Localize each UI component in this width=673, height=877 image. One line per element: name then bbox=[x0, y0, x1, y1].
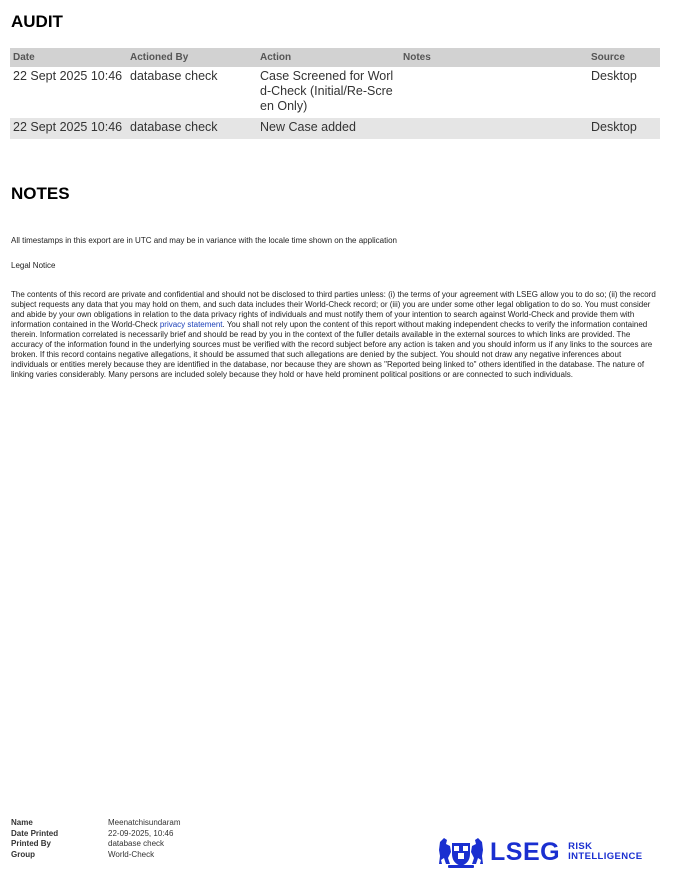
cell-action: New Case added bbox=[257, 118, 400, 139]
footer-label: Name bbox=[11, 818, 33, 827]
column-header-action: Action bbox=[257, 48, 400, 67]
cell-action: Case Screened for World-Check (Initial/Re-Screen Only) bbox=[260, 69, 394, 113]
footer-value: World-Check bbox=[108, 849, 155, 859]
footer-value: database check bbox=[108, 839, 165, 848]
audit-table bbox=[10, 48, 660, 139]
footer-row-printed-by bbox=[11, 839, 180, 850]
lseg-risk-intelligence-logo bbox=[438, 836, 643, 868]
cell-notes bbox=[400, 67, 588, 118]
legal-notice-heading: Legal Notice bbox=[11, 261, 56, 270]
cell-date: 22 Sept 2025 10:46 bbox=[10, 118, 127, 139]
privacy-statement-link[interactable]: privacy statement bbox=[159, 320, 223, 329]
logo-subtitle bbox=[568, 842, 642, 863]
footer-value: Meenatchisundaram bbox=[108, 818, 181, 827]
logo-subtitle-line1: RISK bbox=[568, 840, 593, 852]
legal-body-text-continued: . You shall not rely upon the content of this report without making independent checks to verify the information contained therein. Information correlated is necessarily brief and should be read by you in the context of the fuller details available in the external sources to which links are provided. The accuracy of the information found in the underlying sources must be verified with the record subject before any action is taken and you should inform us if any links to the sources are broken. If this record contains negative allegations, it should be assumed that such allegations are denied by the subject. You should not draw any negative inferences about individuals or entities merely because they are identified in the database, nor because they are shown as "Reported being linked to" others identified in the database. The nature of linking varies considerably. Many persons are included solely because they hold or have held prominent political positions or are connected to such individuals. bbox=[11, 320, 653, 379]
footer-row-group bbox=[11, 850, 180, 861]
footer-label: Group bbox=[11, 849, 35, 859]
cell-notes bbox=[400, 118, 588, 139]
footer-label: Printed By bbox=[11, 839, 52, 848]
audit-title: AUDIT bbox=[11, 12, 63, 31]
table-row bbox=[10, 67, 660, 118]
cell-source: Desktop bbox=[588, 118, 660, 139]
footer-label: Date Printed bbox=[11, 828, 59, 838]
crest-icon bbox=[438, 836, 484, 868]
column-header-source: Source bbox=[588, 48, 660, 67]
footer-row-date-printed bbox=[11, 829, 180, 840]
logo-wordmark: LSEG bbox=[490, 838, 561, 866]
cell-date: 22 Sept 2025 10:46 bbox=[13, 69, 123, 83]
column-header-notes: Notes bbox=[400, 48, 588, 67]
column-header-date: Date bbox=[10, 48, 127, 67]
logo-subtitle-line2: INTELLIGENCE bbox=[568, 851, 643, 862]
audit-header-row bbox=[10, 48, 660, 67]
table-row bbox=[10, 118, 660, 139]
notes-title: NOTES bbox=[11, 184, 70, 203]
footer-row-name bbox=[11, 818, 180, 829]
cell-actioned-by: database check bbox=[127, 118, 257, 139]
cell-source: Desktop bbox=[591, 69, 637, 83]
footer-value: 22-09-2025, 10:46 bbox=[108, 828, 174, 838]
column-header-actioned-by: Actioned By bbox=[127, 48, 257, 67]
utc-note: All timestamps in this export are in UTC and may be in variance with the locale time shown on the application bbox=[11, 236, 397, 245]
legal-notice-body bbox=[11, 290, 659, 380]
legal-body-text: The contents of this record are private and confidential and should not be disclosed to third parties unless: (i) the terms of your agreement with LSEG allow you to do so; (ii) the record subject requests any data that you may hold on them, and such data includes their World-Check record; or (iii) you are under some other legal obligation to do so. You must consider and abide by your own obligations in relation to the data privacy rights of individuals and must notify them of your intention to search against World-Check and provide them with information contained in the World-Check bbox=[11, 290, 656, 329]
cell-actioned-by: database check bbox=[130, 69, 218, 83]
print-metadata bbox=[11, 818, 180, 860]
